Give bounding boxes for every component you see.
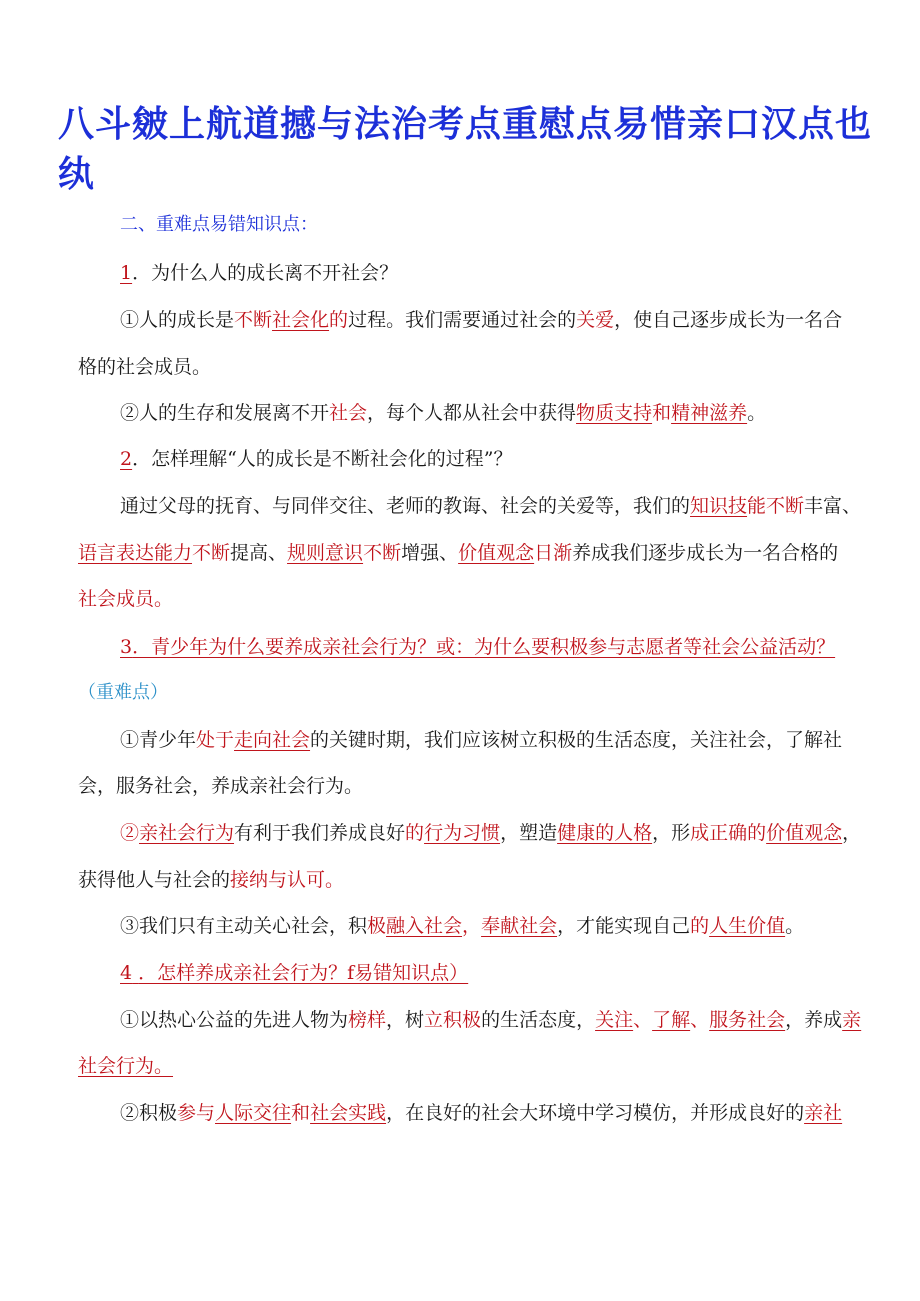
answer-2-line-1: 通过父母的抚育、与同伴交往、老师的教诲、社会的关爱等，我们的知识技能不断丰富、 <box>120 495 862 517</box>
answer-3-line-3: ②亲社会行为有利于我们养成良好的行为习惯，塑造健康的人格，形成正确的价值观念， <box>120 822 862 844</box>
answer-1-line-2: 格的社会成员。 <box>78 356 212 378</box>
answer-2-line-2: 语言表达能力不断提高、规则意识不断增强、价值观念日渐养成我们逐步成长为一名合格的 <box>78 542 839 564</box>
question-3-number: 3 <box>120 636 133 658</box>
answer-2-line-3: 社会成员。 <box>78 588 174 610</box>
question-2-text: ．怎样理解“人的成长是不断社会化的过程”？ <box>132 448 513 470</box>
question-3-tag: （重难点） <box>78 682 168 703</box>
answer-4-line-3: ②积极参与人际交往和社会实践，在良好的社会大环境中学习模仿，并形成良好的亲社 <box>120 1102 843 1124</box>
question-3-text: ．青少年为什么要养成亲社会行为？或：为什么要积极参与志愿者等社会公益活动？ <box>132 636 836 658</box>
answer-3-line-4: 获得他人与社会的接纳与认可。 <box>78 869 345 891</box>
question-1 <box>120 260 398 286</box>
question-4-text: ．怎样养成亲社会行为？f易错知识点） <box>138 962 469 984</box>
section-heading: 二、重难点易错知识点： <box>120 214 318 235</box>
answer-1-line-3: ②人的生存和发展离不开社会，每个人都从社会中获得物质支持和精神滋养。 <box>120 402 767 424</box>
question-1-number: 1 <box>120 262 133 284</box>
question-2-number: 2 <box>120 448 133 470</box>
question-1-text: ．为什么人的成长离不开社会？ <box>132 262 399 284</box>
answer-3-line-5: ③我们只有主动关心社会，积极融入社会，奉献社会，才能实现自己的人生价值。 <box>120 915 805 937</box>
answer-3-line-1: ①青少年处于走向社会的关键时期，我们应该树立积极的生活态度，关注社会，了解社 <box>120 729 843 751</box>
answer-1-line-1: ①人的成长是不断社会化的过程。我们需要通过社会的关爱，使自己逐步成长为一名合 <box>120 309 843 331</box>
question-4-number: 4 <box>120 962 133 984</box>
answer-3-line-2: 会，服务社会，养成亲社会行为。 <box>78 775 364 797</box>
answer-4-line-1: ①以热心公益的先进人物为榜样，树立积极的生活态度，关注、了解、服务社会，养成亲 <box>120 1009 862 1031</box>
document-title: 八斗皴上航道撼与法治考点重慰点易惜亲口汉点也纨 <box>58 104 873 195</box>
question-2 <box>120 446 513 472</box>
question-4 <box>120 960 468 986</box>
answer-4-line-2: 社会行为。 <box>78 1055 174 1077</box>
question-3 <box>120 634 835 660</box>
